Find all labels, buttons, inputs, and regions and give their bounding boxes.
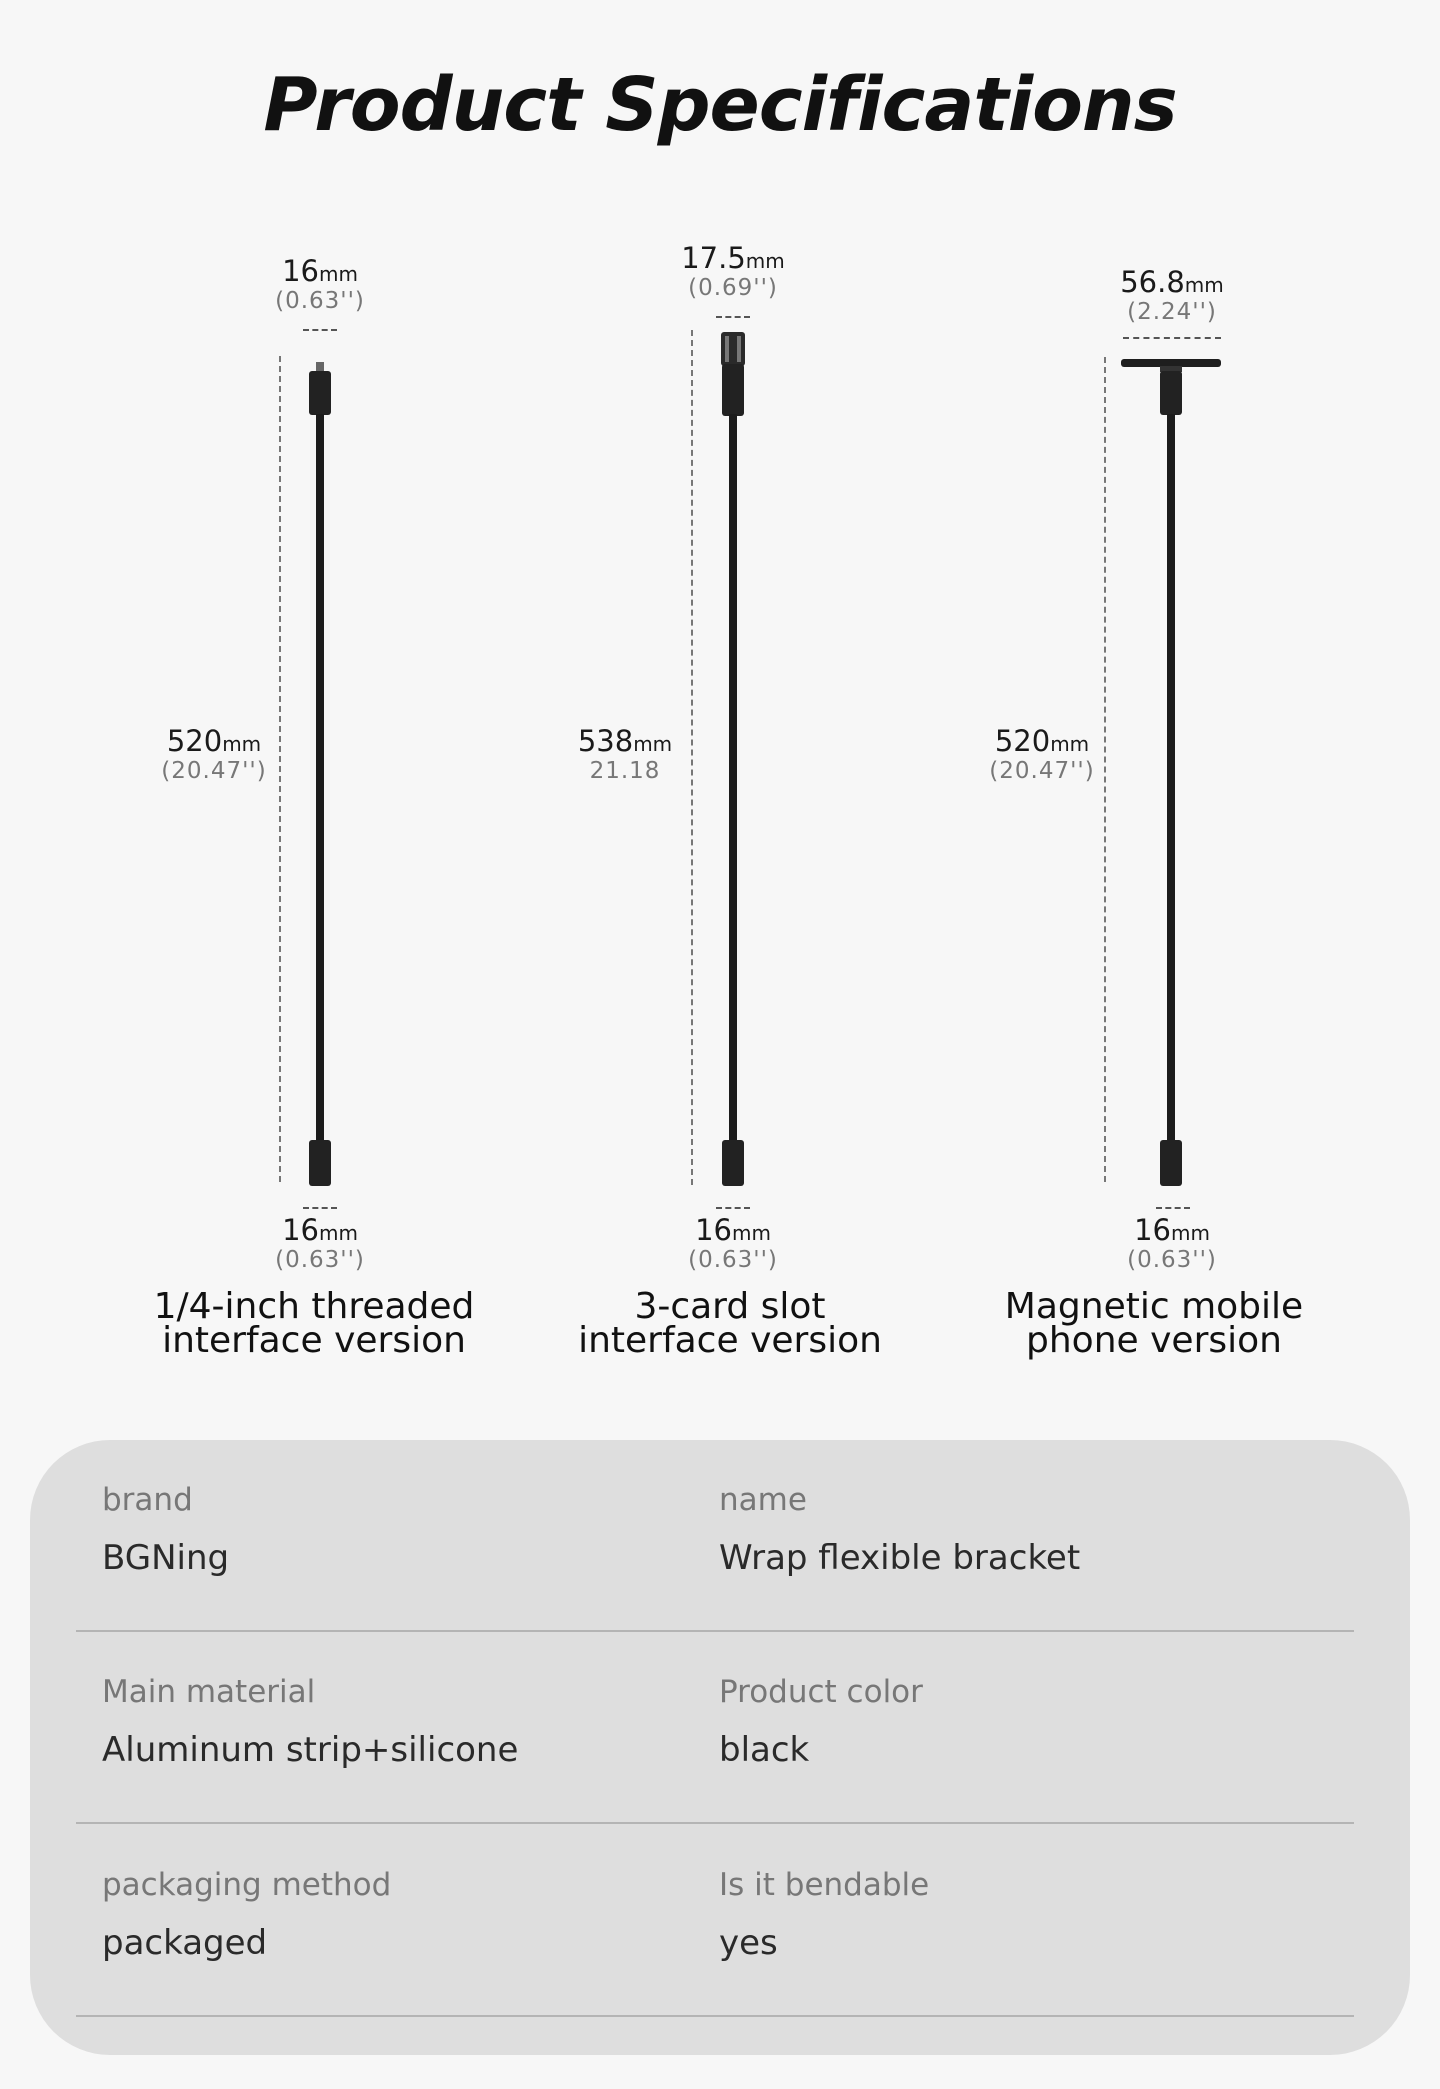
length-value: 520 (166, 724, 223, 758)
bottom-dimension-tick (1156, 1207, 1190, 1209)
spec-key: name (719, 1482, 807, 1518)
spec-row (76, 1674, 1354, 1824)
spec-cell-color (719, 1674, 923, 1770)
top-width-dimension (673, 242, 793, 302)
spec-cell-brand (102, 1482, 229, 1578)
top-width-value: 17.5 (681, 241, 746, 275)
product-label (934, 1286, 1374, 1361)
length-unit: mm (222, 732, 262, 756)
top-width-value: 16 (282, 254, 319, 288)
bottom-width-value: 16 (282, 1213, 319, 1247)
length-dimension (986, 725, 1098, 785)
bottom-width-value: 16 (695, 1213, 732, 1247)
length-inch: (20.47'') (161, 758, 267, 785)
bottom-width-dimension (268, 1214, 372, 1274)
top-width-unit: mm (318, 262, 358, 286)
threaded-rod-image (300, 356, 340, 1188)
top-dimension-tick (716, 316, 750, 318)
top-width-inch: (0.63'') (275, 288, 365, 315)
length-dimension-line (1104, 357, 1106, 1182)
product-label (94, 1286, 534, 1361)
length-unit: mm (633, 732, 673, 756)
bottom-width-inch: (0.63'') (275, 1247, 365, 1274)
spec-cell-bendable (719, 1867, 929, 1963)
spec-value: Aluminum strip+silicone (102, 1730, 519, 1770)
spec-key: Main material (102, 1674, 316, 1710)
bottom-dimension-tick (716, 1207, 750, 1209)
spec-cell-packaging (102, 1867, 391, 1963)
top-width-inch: (0.69'') (688, 275, 778, 302)
product-label (510, 1286, 950, 1361)
top-width-value: 56.8 (1120, 265, 1185, 299)
spec-value: black (719, 1730, 810, 1770)
bottom-width-inch: (0.63'') (1127, 1247, 1217, 1274)
top-width-dimension (1112, 266, 1232, 326)
length-dimension (570, 725, 680, 785)
bottom-width-dimension (681, 1214, 785, 1274)
bottom-width-unit: mm (1170, 1221, 1210, 1245)
top-width-dimension (268, 255, 372, 315)
spec-cell-name (719, 1482, 1080, 1578)
length-inch: 21.18 (589, 758, 661, 785)
product-label-line2: interface version (162, 1320, 466, 1361)
length-dimension-line (279, 356, 281, 1182)
spec-value: packaged (102, 1923, 268, 1963)
length-dimension-line (691, 330, 693, 1185)
bottom-width-dimension (1120, 1214, 1224, 1274)
bottom-width-unit: mm (731, 1221, 771, 1245)
length-unit: mm (1050, 732, 1090, 756)
spec-row (76, 1867, 1354, 2017)
length-value: 520 (994, 724, 1051, 758)
top-dimension-tick (303, 329, 337, 331)
length-value: 538 (577, 724, 634, 758)
spec-cell-material (102, 1674, 518, 1770)
product-label-line2: interface version (578, 1320, 882, 1361)
spec-value: BGNing (102, 1538, 230, 1578)
top-dimension-tick (1123, 337, 1221, 339)
spec-key: Product color (719, 1674, 923, 1710)
card-slot-rod-image (713, 330, 753, 1188)
page-title: Product Specifications (263, 62, 1177, 148)
top-width-unit: mm (745, 249, 785, 273)
product-label-line1: 1/4-inch threaded (153, 1286, 475, 1327)
top-width-inch: (2.24'') (1127, 299, 1217, 326)
product-label-line2: phone version (1026, 1320, 1282, 1361)
spec-key: Is it bendable (719, 1867, 930, 1903)
bottom-dimension-tick (303, 1207, 337, 1209)
spec-key: packaging method (102, 1867, 392, 1903)
spec-key: brand (102, 1482, 193, 1518)
bottom-width-value: 16 (1134, 1213, 1171, 1247)
length-inch: (20.47'') (989, 758, 1095, 785)
spec-value: Wrap flexible bracket (719, 1538, 1081, 1578)
specs-card (30, 1440, 1410, 2055)
bottom-width-unit: mm (318, 1221, 358, 1245)
product-label-line1: 3-card slot (634, 1286, 826, 1327)
spec-value: yes (719, 1923, 778, 1963)
product-label-line1: Magnetic mobile (1004, 1286, 1304, 1327)
bottom-width-inch: (0.63'') (688, 1247, 778, 1274)
magnetic-rod-image (1118, 356, 1224, 1188)
length-dimension (156, 725, 272, 785)
spec-row (76, 1482, 1354, 1632)
top-width-unit: mm (1184, 273, 1224, 297)
